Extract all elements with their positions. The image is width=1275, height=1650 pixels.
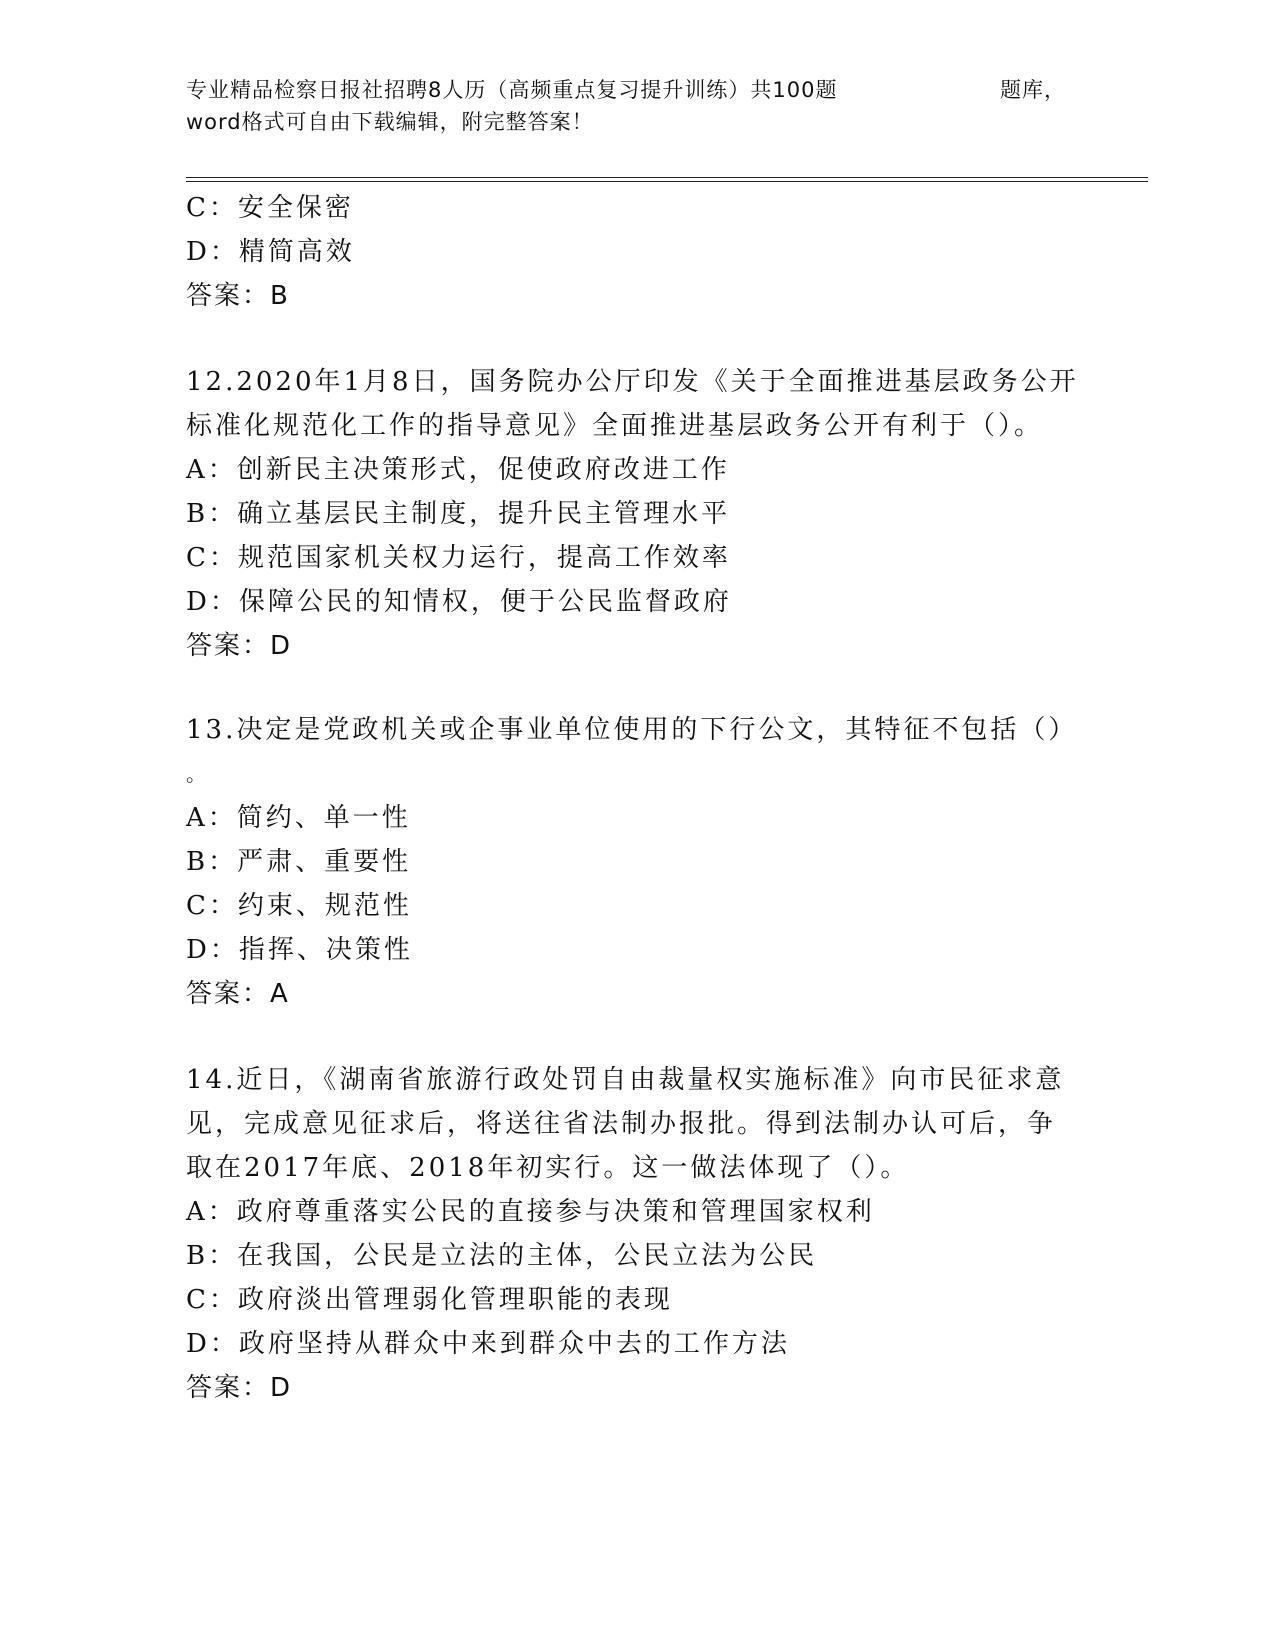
q13-option-d: D：指挥、决策性 xyxy=(186,935,413,965)
header-title: 专业精品检察日报社招聘8人历（高频重点复习提升训练）共100题 xyxy=(186,78,838,102)
q14-option-a: A：政府尊重落实公民的直接参与决策和管理国家权利 xyxy=(186,1197,875,1227)
q13-option-a: A：简约、单一性 xyxy=(186,803,411,833)
q14-answer: 答案：D xyxy=(186,1373,293,1403)
q13-text-line2: 。 xyxy=(186,762,209,786)
q13-option-b: B：严肃、重要性 xyxy=(186,847,412,877)
page-header xyxy=(186,74,1066,138)
header-divider-top xyxy=(186,177,1148,178)
q12-option-a: A：创新民主决策形式，促使政府改进工作 xyxy=(186,455,730,485)
q14-text-line2: 见，完成意见征求后，将送往省法制办报批。得到法制办认可后，争 xyxy=(186,1109,1057,1139)
q13-answer: 答案：A xyxy=(186,979,290,1009)
q14-option-c: C：政府淡出管理弱化管理职能的表现 xyxy=(186,1285,673,1315)
q14-text-line1: 14.近日，《湖南省旅游行政处罚自由裁量权实施标准》向市民征求意 xyxy=(186,1065,1065,1095)
q12-option-c: C：规范国家机关权力运行，提高工作效率 xyxy=(186,543,731,573)
header-divider-bottom xyxy=(186,181,1148,182)
q14-option-b: B：在我国，公民是立法的主体，公民立法为公民 xyxy=(186,1241,818,1271)
q12-option-b: B：确立基层民主制度，提升民主管理水平 xyxy=(186,499,731,529)
q12-option-d: D：保障公民的知情权，便于公民监督政府 xyxy=(186,587,732,617)
header-subtitle: word格式可自由下载编辑，附完整答案！ xyxy=(186,110,594,134)
q11-option-c: C：安全保密 xyxy=(186,193,354,223)
q12-text-line1: 12.2020年1月8日，国务院办公厅印发《关于全面推进基层政务公开 xyxy=(186,367,1079,397)
q12-answer: 答案：D xyxy=(186,631,293,661)
q11-answer: 答案：B xyxy=(186,281,290,311)
q14-option-d: D：政府坚持从群众中来到群众中去的工作方法 xyxy=(186,1329,790,1359)
q13-option-c: C：约束、规范性 xyxy=(186,891,412,921)
q12-text-line2: 标准化规范化工作的指导意见》全面推进基层政务公开有利于（）。 xyxy=(186,411,1044,441)
header-title-suffix: 题库， xyxy=(1000,78,1066,102)
q14-text-line3: 取在2017年底、2018年初实行。这一做法体现了（）。 xyxy=(186,1153,910,1183)
q13-text-line1: 13.决定是党政机关或企事业单位使用的下行公文，其特征不包括（） xyxy=(186,715,1078,745)
q11-option-d: D：精简高效 xyxy=(186,237,355,267)
